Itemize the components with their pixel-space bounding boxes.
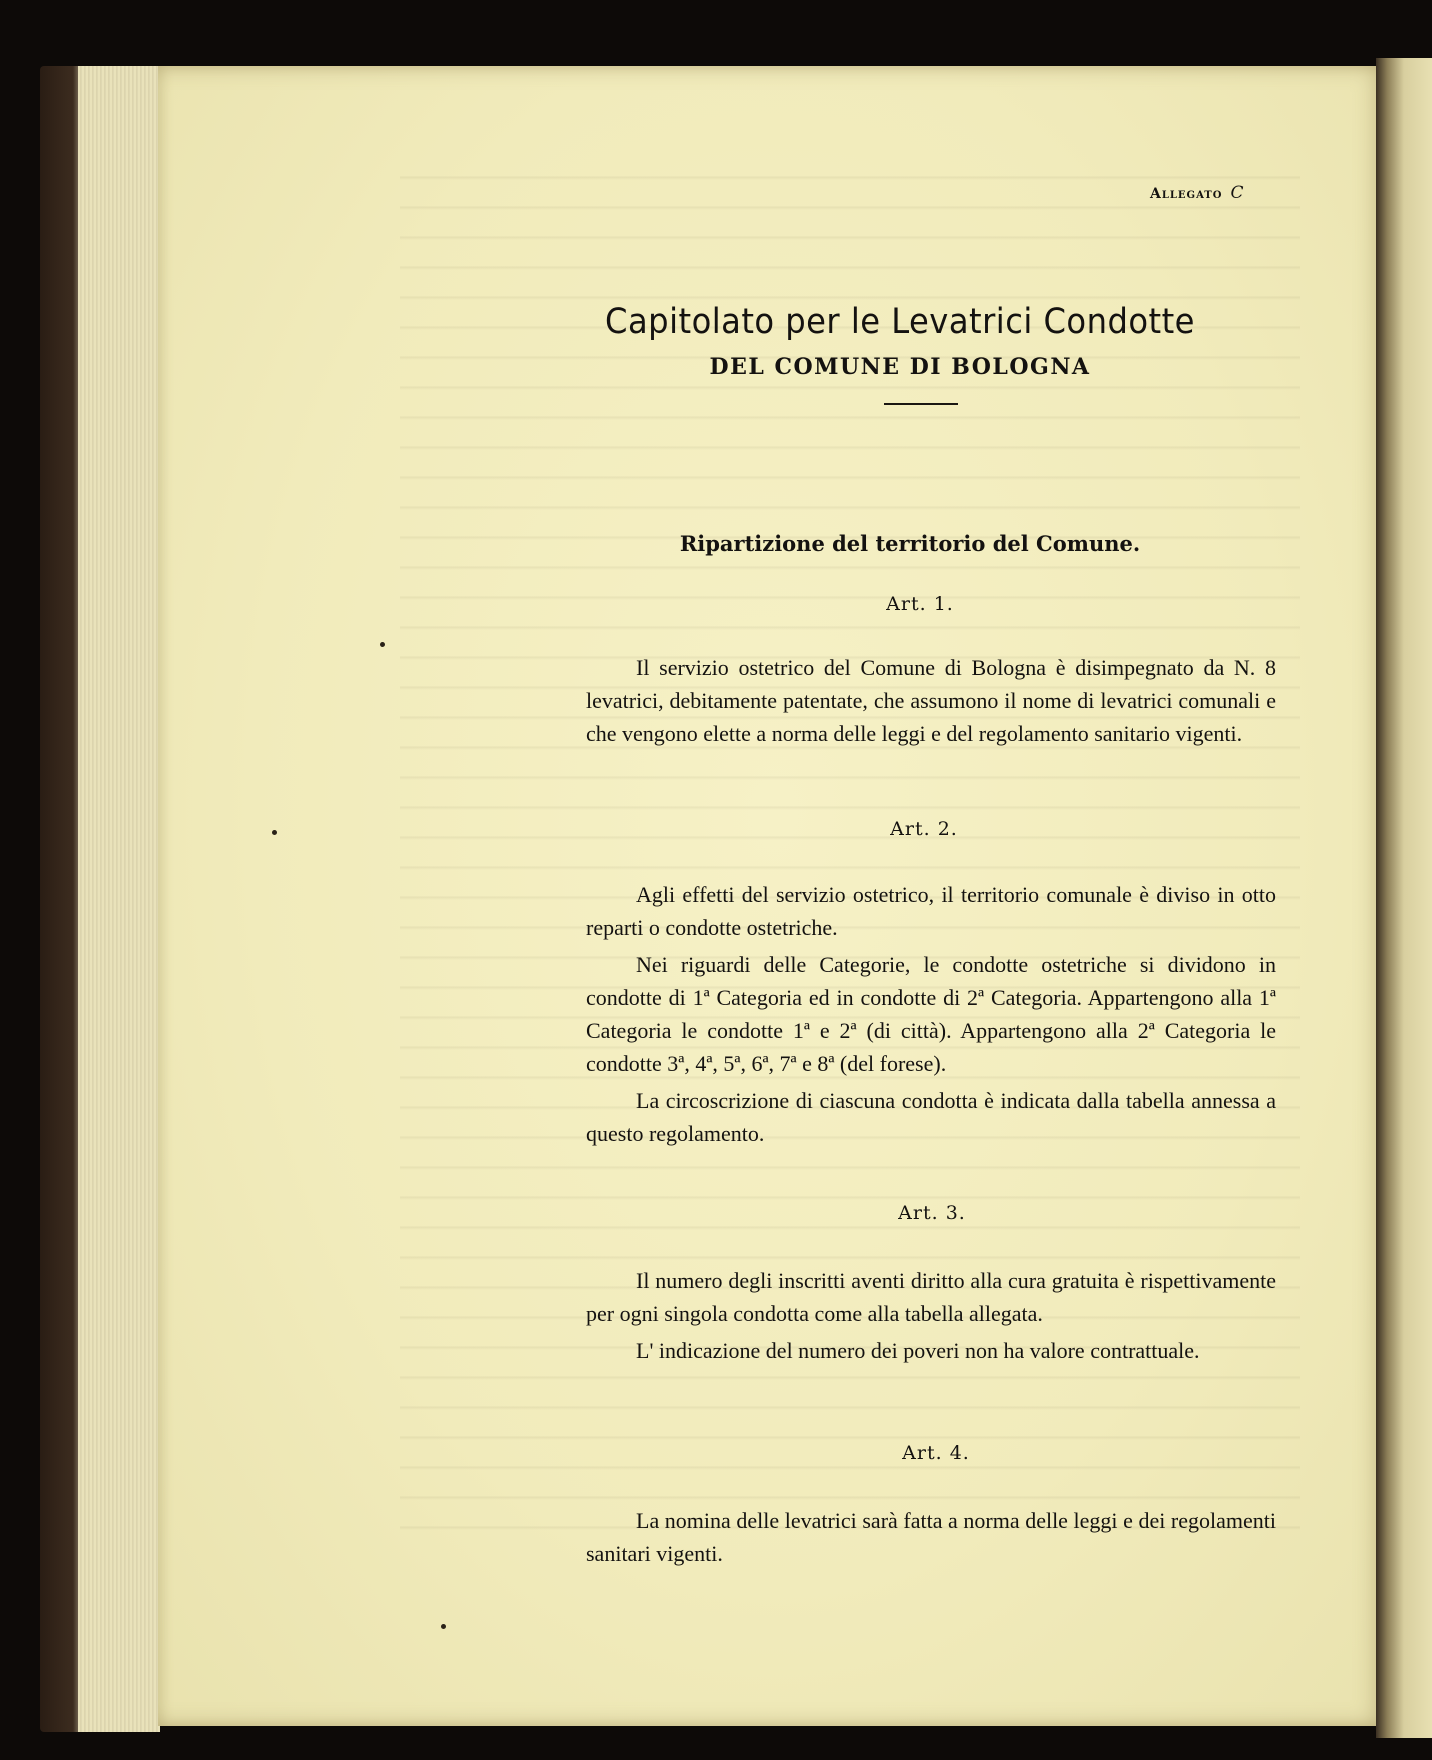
title-divider: [884, 403, 958, 405]
article-heading: Art. 1.: [886, 593, 954, 615]
article-heading: Art. 3.: [898, 1202, 966, 1224]
article-heading: Art. 2.: [890, 818, 958, 840]
document-subtitle: DEL COMUNE DI BOLOGNA: [709, 354, 1091, 380]
paragraph: Agli effetti del servizio ostetrico, il territorio comunale è diviso in otto reparti o condotte ostetriche.: [586, 882, 1276, 940]
paragraph: La nomina delle levatrici sarà fatta a norma delle leggi e dei regolamenti sanitari vigenti.: [586, 1508, 1276, 1566]
article-body: [586, 1504, 1276, 1574]
header-letter: C: [1230, 183, 1245, 203]
paragraph: Nei riguardi delle Categorie, le condotte ostetriche si dividono in condotte di 1ª Categoria ed in condotte di 2ª Categoria. Appartengono alla 1ª Categoria le condotte 1ª e 2ª (di città). Appartengono alla 2ª Categoria le condotte 3ª, 4ª, 5ª, 6ª, 7ª e 8ª (del forese).: [586, 952, 1276, 1076]
article-heading: Art. 4.: [902, 1442, 970, 1464]
ink-speck: [380, 642, 385, 647]
article-body: [586, 651, 1276, 754]
header-label: Allegato: [1150, 186, 1223, 202]
paragraph: L' indicazione del numero dei poveri non ha valore contrattuale.: [636, 1338, 1200, 1363]
ink-speck: [272, 830, 277, 835]
page-header: [1150, 183, 1244, 203]
ink-speck: [441, 1624, 446, 1629]
section-title: Ripartizione del territorio del Comune.: [679, 531, 1141, 556]
document-title: Capitolato per le Levatrici Condotte: [605, 302, 1195, 342]
article-body: [586, 1264, 1276, 1371]
paragraph: Il servizio ostetrico del Comune di Bologna è disimpegnato da N. 8 levatrici, debitamente patentate, che assumono il nome di levatrici comunali e che vengono elette a norma delle leggi e del regolamento sanitario vigenti.: [586, 655, 1276, 746]
paragraph: Il numero degli inscritti aventi diritto alla cura gratuita è rispettivamente per ogni singola condotta come alla tabella allegata.: [586, 1268, 1276, 1326]
article-body: [586, 878, 1276, 1154]
paragraph: La circoscrizione di ciascuna condotta è indicata dalla tabella annessa a questo regolamento.: [586, 1088, 1276, 1146]
